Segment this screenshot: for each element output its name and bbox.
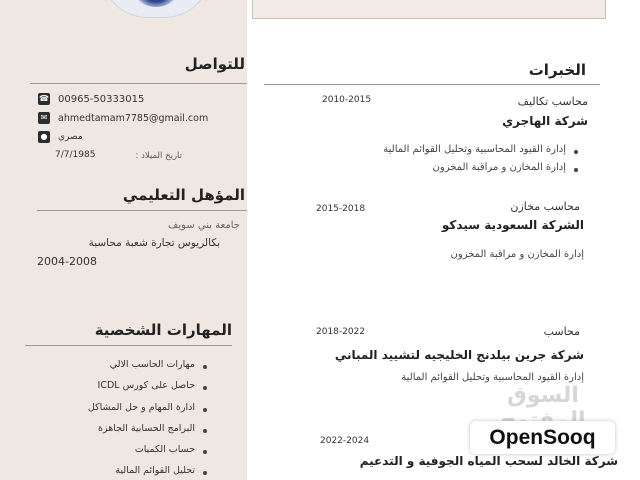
education-years: 2004-2008: [37, 255, 97, 268]
job-description: إدارة القيود المحاسبية وتحليل القوائم المالية: [401, 372, 584, 383]
skill-item: حساب الكميات: [134, 444, 195, 455]
job-company: شركة الهاجري: [502, 114, 588, 128]
header-box: [252, 0, 606, 19]
birth-date-label: تاريخ الميلاد :: [135, 151, 182, 161]
job-years: 2018-2022: [316, 327, 366, 337]
skill-item: البرامج الحسابية الجاهزة: [98, 423, 195, 434]
skills-divider: [25, 345, 232, 346]
job-role: محاسب: [543, 325, 580, 338]
location-icon: ●: [38, 131, 50, 143]
job-description: إدارة المخازن و مراقبة المخزون: [450, 249, 584, 260]
email-icon: ✉: [38, 112, 50, 124]
bullet-icon: [203, 386, 207, 390]
contact-title: للتواصل: [184, 55, 245, 73]
skills-title: المهارات الشخصية: [94, 321, 232, 339]
nationality: مصري: [58, 132, 83, 142]
bullet-icon: [203, 408, 207, 412]
job-years: 2015-2018: [316, 204, 366, 214]
bullet-icon: [203, 365, 207, 369]
job-years: 2010-2015: [322, 95, 372, 105]
skill-item: حاصل على كورس ICDL: [97, 380, 195, 391]
job-company: شركة جرين بيلدنج الخليجيه لتشييد المباني: [334, 348, 584, 362]
bullet-icon: [203, 471, 207, 475]
watermark-arabic: السوق: [507, 383, 579, 408]
phone-number: 00965-50333015: [58, 94, 145, 105]
job-bullet-text: إدارة المخازن و مراقبة المخزون: [432, 162, 566, 173]
job-bullet-text: إدارة القيود المحاسبية وتحليل القوائم المالية: [383, 144, 566, 155]
job-company: الشركة السعودية سيدكو: [441, 218, 584, 232]
bullet-icon: [574, 168, 578, 172]
phone-icon: ☎: [39, 94, 49, 103]
bullet-icon: [203, 450, 207, 454]
job-company: شركة الخالد لسحب المياه الجوفية و التدعيم: [359, 454, 618, 468]
skill-item: مهارات الحاسب الالي: [109, 359, 195, 370]
email-address: ahmedtamam7785@gmail.com: [58, 113, 209, 124]
experience-title: الخبرات: [528, 61, 586, 79]
experience-divider: [264, 84, 600, 85]
education-divider: [37, 210, 247, 211]
opensooq-logo: OpenSooq: [470, 421, 615, 454]
university-name: جامعة بني سويف: [168, 220, 240, 231]
job-role: محاسب تكاليف: [517, 95, 588, 108]
degree: بكالريوس تجارة شعبة محاسبة: [88, 237, 220, 249]
contact-divider: [30, 83, 247, 84]
bullet-icon: [574, 150, 578, 154]
job-years: 2022-2024: [320, 436, 370, 446]
education-title: المؤهل التعليمي: [122, 186, 245, 204]
bullet-icon: [203, 429, 207, 433]
job-role: محاسب مخازن: [510, 200, 580, 213]
birth-date: 7/7/1985: [55, 150, 96, 160]
skill-item: تحليل القوائم المالية: [115, 465, 195, 476]
skill-item: ادارة المهام و حل المشاكل: [87, 402, 195, 413]
